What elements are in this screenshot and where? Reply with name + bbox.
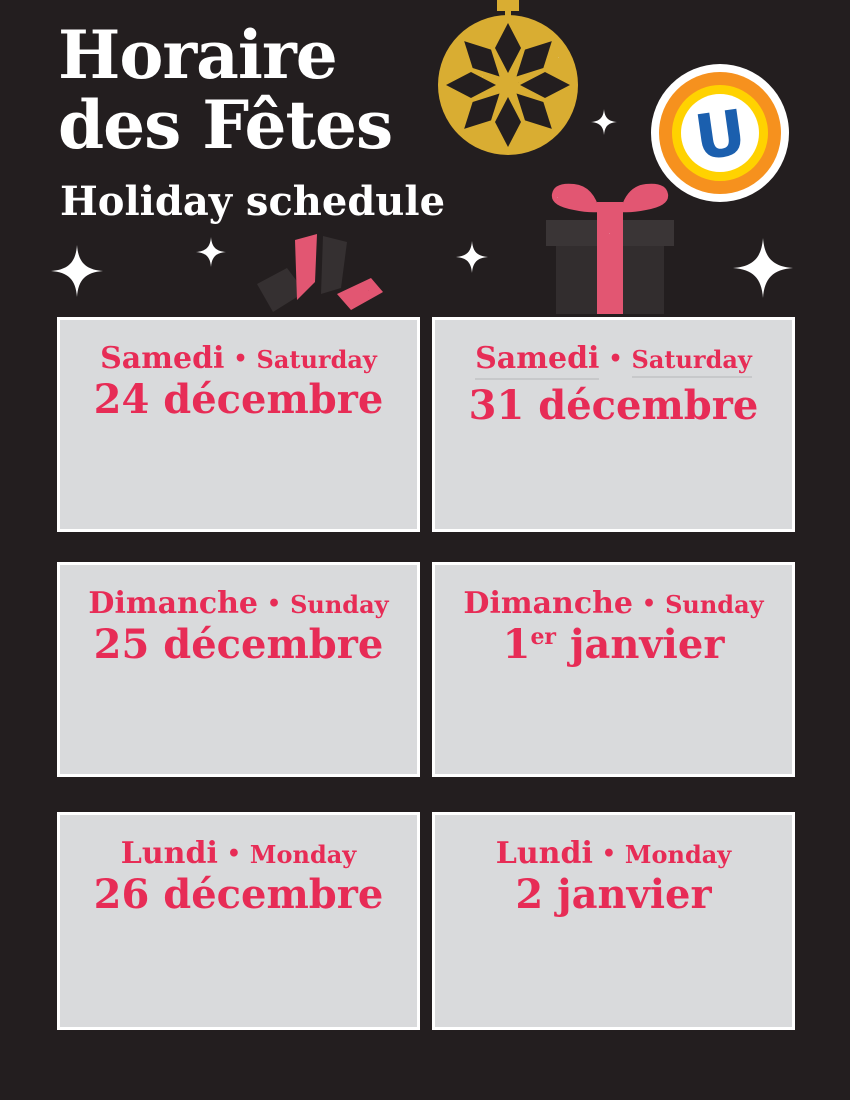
day-french: Samedi xyxy=(100,341,225,376)
bullet-separator: • xyxy=(226,841,241,867)
day-french: Dimanche xyxy=(463,586,633,621)
page-title-line2: des Fêtes xyxy=(58,86,393,164)
card-day-line xyxy=(435,341,792,380)
date-text: 24 décembre xyxy=(93,376,384,423)
schedule-card-dec31 xyxy=(432,317,795,532)
day-french: Lundi xyxy=(495,836,593,871)
day-english: Sunday xyxy=(290,590,389,619)
schedule-card-dec24 xyxy=(57,317,420,532)
day-english: Saturday xyxy=(632,348,752,378)
date-text: 31 décembre xyxy=(468,382,759,429)
bullet-separator: • xyxy=(233,346,248,372)
day-english: Saturday xyxy=(256,345,377,374)
card-day-line xyxy=(60,586,417,621)
date-text: 2 janvier xyxy=(515,871,712,918)
date-text-rest: janvier xyxy=(556,621,725,668)
page-title-line1: Horaire xyxy=(58,16,337,94)
card-date xyxy=(60,621,417,668)
sparkle-icon xyxy=(591,109,617,135)
date-text: 25 décembre xyxy=(93,621,384,668)
card-day-line xyxy=(435,586,792,621)
card-day-line xyxy=(435,836,792,871)
date-text: 26 décembre xyxy=(93,871,384,918)
card-date xyxy=(435,621,792,668)
bullet-separator: • xyxy=(267,591,282,617)
page-subtitle: Holiday schedule xyxy=(60,178,446,225)
card-date xyxy=(435,382,792,429)
foliage-icon xyxy=(257,232,383,316)
card-date xyxy=(435,871,792,918)
gift-icon xyxy=(540,182,680,314)
ornament-snowflake-bauble-icon xyxy=(433,0,583,158)
sparkle-icon xyxy=(733,238,793,298)
logo-letter: U xyxy=(690,95,751,175)
date-text: 1 xyxy=(502,621,531,668)
card-date xyxy=(60,871,417,918)
bullet-separator: • xyxy=(608,346,623,372)
schedule-card-jan1 xyxy=(432,562,795,777)
card-day-line xyxy=(60,341,417,376)
day-french: Lundi xyxy=(120,836,218,871)
schedule-card-dec25 xyxy=(57,562,420,777)
day-english: Sunday xyxy=(665,590,764,619)
card-day-line xyxy=(60,836,417,871)
sparkle-icon xyxy=(196,237,226,267)
card-date xyxy=(60,376,417,423)
page-title xyxy=(58,16,393,164)
day-english: Monday xyxy=(624,840,732,869)
bullet-separator: • xyxy=(601,841,616,867)
day-french: Dimanche xyxy=(88,586,258,621)
date-superscript: er xyxy=(530,624,557,650)
schedule-card-jan2 xyxy=(432,812,795,1030)
sparkle-icon xyxy=(456,241,488,273)
schedule-card-dec26 xyxy=(57,812,420,1030)
day-english: Monday xyxy=(249,840,357,869)
sparkle-icon xyxy=(51,245,103,297)
day-french: Samedi xyxy=(475,344,599,380)
bullet-separator: • xyxy=(642,591,657,617)
